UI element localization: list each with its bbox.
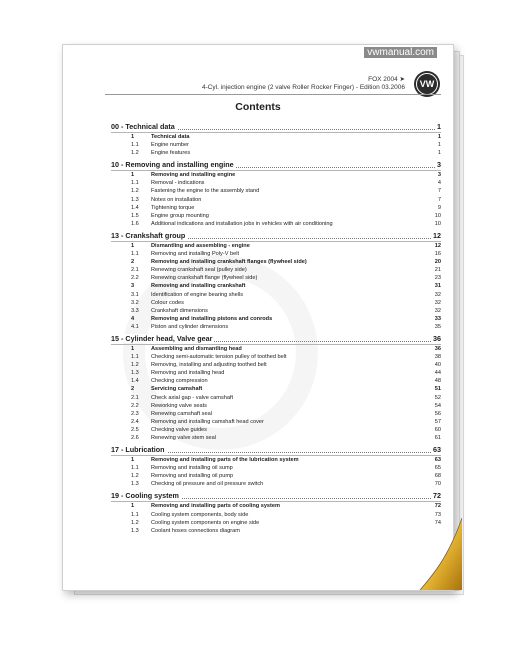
toc-item[interactable]	[111, 315, 441, 323]
item-title: Checking valve guides	[151, 426, 207, 433]
toc-section[interactable]	[111, 334, 441, 343]
item-number: 1.2	[131, 362, 139, 369]
item-page: 7	[437, 196, 441, 203]
item-title: Removing and installing pistons and conrods	[151, 315, 273, 322]
toc-item[interactable]	[111, 149, 441, 157]
toc-item[interactable]	[111, 345, 441, 353]
vw-logo-text: VW	[416, 73, 438, 95]
section-label: 00 - Technical data	[111, 122, 175, 131]
toc-item[interactable]	[111, 282, 441, 290]
item-page: 7	[437, 188, 441, 195]
toc-item[interactable]	[111, 418, 441, 426]
item-number: 1.3	[131, 481, 139, 488]
item-page: 31	[434, 283, 441, 290]
item-page: 4	[437, 180, 441, 187]
item-title: Engine features	[151, 150, 191, 157]
toc-item[interactable]	[111, 133, 441, 141]
item-title: Removing and installing parts of cooling system	[151, 503, 280, 510]
item-number: 1	[131, 503, 135, 510]
item-page: 40	[434, 362, 441, 369]
toc-item[interactable]	[111, 480, 441, 488]
toc-item[interactable]	[111, 212, 441, 220]
item-title: Checking oil pressure and oil pressure switch	[151, 481, 264, 488]
item-number: 1	[131, 172, 135, 179]
toc-item[interactable]	[111, 394, 441, 402]
manual-page	[62, 44, 454, 591]
item-page: 72	[434, 503, 441, 510]
item-number: 2.2	[131, 275, 139, 282]
item-page: 12	[434, 242, 441, 249]
item-title: Checking semi-automatic tension pulley of toothed belt	[151, 354, 287, 361]
section-page: 63	[433, 445, 441, 455]
toc-item[interactable]	[111, 242, 441, 250]
item-title: Assembling and dismantling head	[151, 345, 242, 352]
item-page: 21	[434, 267, 441, 274]
toc-item[interactable]	[111, 456, 441, 464]
toc-item[interactable]	[111, 527, 441, 535]
toc-item[interactable]	[111, 502, 441, 510]
item-page: 73	[434, 511, 441, 518]
item-number: 1	[131, 134, 135, 140]
item-title: Removing and installing camshaft head cover	[151, 418, 264, 425]
item-title: Removing and installing oil sump	[151, 465, 233, 472]
table-of-contents	[111, 122, 441, 535]
toc-section[interactable]	[111, 445, 441, 454]
item-title: Cooling system components on engine side	[151, 519, 260, 526]
item-page: 51	[434, 386, 441, 393]
item-number: 1.4	[131, 204, 139, 211]
item-page: 32	[434, 307, 441, 314]
section-page: 36	[433, 333, 441, 343]
item-number: 1.3	[131, 370, 139, 377]
item-number: 1	[131, 345, 135, 352]
item-title: Dismantling and assembling - engine	[151, 242, 250, 249]
item-page: 74	[434, 519, 441, 526]
item-title: Piston and cylinder dimensions	[151, 323, 229, 330]
item-page: 56	[434, 410, 441, 417]
item-page: 10	[434, 212, 441, 219]
toc-item[interactable]	[111, 266, 441, 274]
item-page: 60	[434, 426, 441, 433]
item-number: 1.1	[131, 251, 139, 258]
item-page: 20	[434, 259, 441, 266]
toc-item[interactable]	[111, 377, 441, 385]
item-number: 1.1	[131, 511, 139, 518]
item-title: Removal - indications	[151, 180, 205, 187]
item-page: 68	[434, 473, 441, 480]
toc-item[interactable]	[111, 196, 441, 204]
toc-item[interactable]	[111, 426, 441, 434]
section-label: 17 - Lubrication	[111, 445, 165, 455]
item-page: 63	[434, 457, 441, 464]
item-number: 1.1	[131, 180, 139, 187]
item-title: Crankshaft dimensions	[151, 307, 208, 314]
item-title: Removing and installing head	[151, 370, 225, 377]
toc-section[interactable]	[111, 491, 441, 500]
item-title: Removing and installing parts of the lubrication system	[151, 457, 299, 464]
toc-item[interactable]	[111, 291, 441, 299]
toc-item[interactable]	[111, 353, 441, 361]
item-title: Removing, installing and adjusting toothed belt	[151, 362, 267, 369]
toc-item[interactable]	[111, 464, 441, 472]
item-number: 1.1	[131, 465, 139, 472]
item-number: 1	[131, 242, 135, 249]
item-title: Checking compression	[151, 378, 208, 385]
item-title: Renewing camshaft seal	[151, 410, 212, 417]
toc-item[interactable]	[111, 434, 441, 442]
item-title: Additional indications and installation jobs in vehicles with air conditioning	[151, 220, 333, 227]
item-title: Coolant hoses connections diagram	[151, 527, 240, 534]
item-number: 4.1	[131, 323, 139, 330]
item-page: 23	[434, 275, 441, 282]
item-page: 1	[437, 134, 441, 140]
toc-item[interactable]	[111, 299, 441, 307]
item-number: 2	[131, 386, 135, 393]
item-number: 2.6	[131, 435, 139, 441]
item-title: Technical data	[151, 134, 190, 140]
item-title: Check axial gap - valve camshaft	[151, 394, 234, 401]
page-curl-icon	[418, 518, 462, 590]
item-title: Engine number	[151, 142, 189, 149]
item-number: 2.1	[131, 267, 139, 274]
item-number: 2.3	[131, 410, 139, 417]
item-page: 48	[434, 378, 441, 385]
item-number: 2.1	[131, 394, 139, 401]
item-page: 10	[434, 220, 441, 227]
item-title: Renewing crankshaft flange (flywheel side)	[151, 275, 258, 282]
page-title: Contents	[235, 101, 281, 113]
item-page: 54	[434, 402, 441, 409]
item-title: Removing and installing crankshaft flanges (flywheel side)	[151, 259, 307, 266]
toc-item[interactable]	[111, 187, 441, 195]
section-label: 10 - Removing and installing engine	[111, 160, 234, 170]
item-number: 2	[131, 259, 135, 266]
site-watermark: vwmanual.com	[364, 47, 437, 58]
item-number: 2.2	[131, 402, 139, 409]
item-number: 1.3	[131, 527, 139, 534]
header-rule	[105, 94, 441, 95]
toc-item[interactable]	[111, 369, 441, 377]
item-page: 33	[434, 315, 441, 322]
toc-item[interactable]	[111, 410, 441, 418]
item-page: 52	[434, 394, 441, 401]
item-title: Identification of engine bearing shells	[151, 291, 244, 298]
item-title: Colour codes	[151, 299, 184, 306]
item-title: Removing and installing engine	[151, 172, 236, 179]
item-title: Removing and installing crankshaft	[151, 283, 246, 290]
toc-item[interactable]	[111, 323, 441, 331]
toc-item[interactable]	[111, 204, 441, 212]
item-title: Cooling system components, body side	[151, 511, 249, 518]
toc-item[interactable]	[111, 307, 441, 315]
toc-section[interactable]	[111, 160, 441, 169]
toc-item[interactable]	[111, 385, 441, 393]
item-number: 1.1	[131, 354, 139, 361]
item-page: 1	[437, 150, 441, 157]
toc-item[interactable]	[111, 179, 441, 187]
toc-section[interactable]	[111, 231, 441, 240]
item-title: Removing and installing Poly-V belt	[151, 251, 239, 258]
item-page: 32	[434, 291, 441, 298]
item-title: Reworking valve seats	[151, 402, 207, 409]
item-page: 32	[434, 299, 441, 306]
section-page: 72	[433, 491, 441, 501]
item-title: Engine group mounting	[151, 212, 209, 219]
item-page: 36	[434, 345, 441, 352]
item-page: 61	[434, 435, 441, 441]
toc-item[interactable]	[111, 402, 441, 410]
toc-item[interactable]	[111, 141, 441, 149]
item-page: 35	[434, 323, 441, 330]
item-number: 1.2	[131, 188, 139, 195]
toc-item[interactable]	[111, 258, 441, 266]
item-number: 1.4	[131, 378, 139, 385]
section-label: 13 - Crankshaft group	[111, 230, 186, 240]
header-subtitle: 4-Cyl. injection engine (2 valve Roller Rocker Finger) - Edition 03.2006	[201, 84, 405, 91]
item-title: Removing and installing oil pump	[151, 473, 234, 480]
item-number: 1.2	[131, 150, 139, 157]
item-page: 9	[437, 204, 441, 211]
item-number: 4	[131, 315, 135, 322]
item-number: 1	[131, 457, 135, 464]
toc-section[interactable]	[111, 122, 441, 131]
item-number: 3.3	[131, 307, 139, 314]
toc-item[interactable]	[111, 171, 441, 179]
toc-item[interactable]	[111, 519, 441, 527]
item-number: 1.2	[131, 473, 139, 480]
section-page: 3	[437, 160, 441, 170]
toc-item[interactable]	[111, 220, 441, 228]
item-page: 57	[434, 418, 441, 425]
section-page: 12	[433, 230, 441, 240]
item-title: Notes on installation	[151, 196, 202, 203]
section-label: 15 - Cylinder head, Valve gear	[111, 333, 213, 343]
section-page: 1	[437, 122, 441, 131]
item-number: 1.1	[131, 142, 139, 149]
item-page: 3	[437, 172, 441, 179]
item-title: Fastening the engine to the assembly stand	[151, 188, 260, 195]
item-page: 70	[434, 481, 441, 488]
item-title: Servicing camshaft	[151, 386, 203, 393]
section-label: 19 - Cooling system	[111, 491, 179, 501]
item-number: 3.1	[131, 291, 139, 298]
item-page: 16	[434, 251, 441, 258]
toc-item[interactable]	[111, 472, 441, 480]
item-page: 44	[434, 370, 441, 377]
item-page: 65	[434, 465, 441, 472]
toc-item[interactable]	[111, 361, 441, 369]
item-number: 2.5	[131, 426, 139, 433]
item-number: 1.3	[131, 196, 139, 203]
item-title: Renewing valve stem seal	[151, 435, 216, 441]
item-number: 1.6	[131, 220, 139, 227]
item-number: 3	[131, 283, 135, 290]
item-page: 1	[437, 142, 441, 149]
header-model: FOX 2004 ➤	[368, 76, 405, 83]
toc-item[interactable]	[111, 274, 441, 282]
item-number: 1.2	[131, 519, 139, 526]
item-number: 3.2	[131, 299, 139, 306]
item-number: 2.4	[131, 418, 139, 425]
item-page: 38	[434, 354, 441, 361]
toc-item[interactable]	[111, 511, 441, 519]
item-title: Renewing crankshaft seal (pulley side)	[151, 267, 247, 274]
item-title: Tightening torque	[151, 204, 195, 211]
toc-item[interactable]	[111, 250, 441, 258]
item-number: 1.5	[131, 212, 139, 219]
